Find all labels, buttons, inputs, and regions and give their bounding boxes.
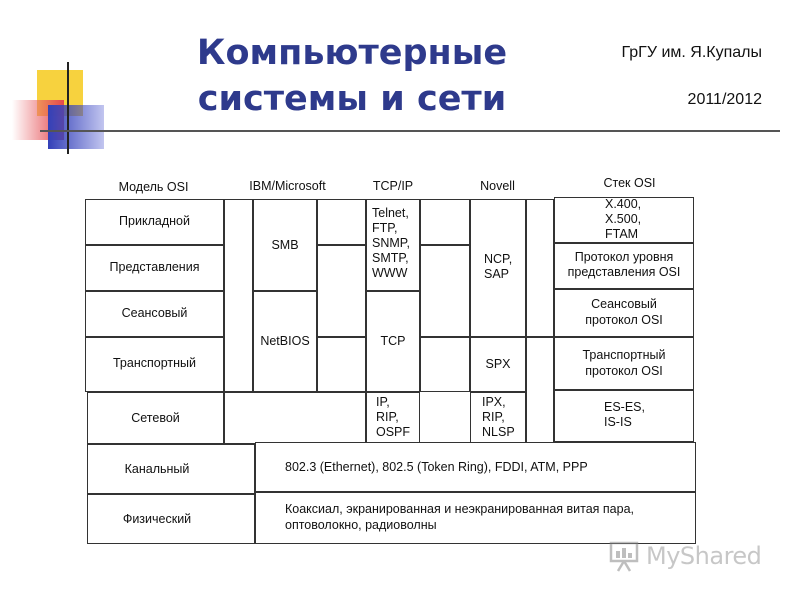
layer-transport-label: Транспортный [113, 356, 196, 370]
watermark [608, 540, 768, 576]
column-header-tcpip: TCP/IP [372, 179, 414, 193]
osistack-app-line-3: FTAM [605, 227, 639, 241]
layer-physical-label: Физический [122, 512, 192, 526]
osistack-transport-line-1: Транспортный [582, 348, 666, 362]
presentation-board-icon [608, 540, 642, 574]
osistack-session-line-2: протокол OSI [585, 313, 663, 327]
osistack-net-line-1: ES-ES, [604, 400, 645, 414]
layer-network-label: Сетевой [131, 411, 180, 425]
novell-spx-label: SPX [485, 357, 511, 371]
ibm-gap-middle-cell [317, 245, 366, 337]
tcpip-app-line-2: FTP, [372, 221, 398, 235]
slide-title-line-1: Компьютерные [196, 33, 508, 73]
novell-ncp-line-2: SAP [484, 267, 510, 281]
osistack-app-line-2: X.500, [605, 212, 642, 226]
gap-tcpip-novell-lower-cell [420, 337, 470, 392]
ibm-gap-upper-cell [317, 199, 366, 245]
physical-media-line-2: оптоволокно, радиоволны [285, 518, 437, 532]
layer-application-label: Прикладной [119, 214, 190, 228]
layer-presentation-label: Представления [109, 260, 200, 274]
osistack-session-line-1: Сеансовый [591, 297, 657, 311]
layer-datalink-label: Канальный [124, 462, 190, 476]
tcpip-app-line-5: WWW [372, 266, 408, 280]
layer-session-label: Сеансовый [121, 306, 188, 320]
gap-novell-osi-upper-cell [526, 199, 554, 337]
datalink-protocols-label: 802.3 (Ethernet), 802.5 (Token Ring), FDDI, ATM, PPP [285, 460, 588, 474]
ibm-smb-label: SMB [271, 238, 299, 252]
ibm-network-empty-cell [224, 392, 366, 444]
watermark-text: MyShared [646, 542, 762, 570]
gap-novell-osi-lower-cell [526, 337, 554, 444]
slide-title-line-2: системы и сети [197, 79, 507, 119]
tcpip-tcp-label: TCP [380, 334, 406, 348]
gap-tcpip-novell-middle-cell [420, 245, 470, 337]
osistack-presentation-line-2: представления OSI [567, 265, 681, 279]
osistack-net-line-2: IS-IS [604, 415, 632, 429]
physical-media-line-1: Коаксиал, экранированная и неэкранированная витая пара, [285, 502, 635, 516]
tcpip-app-line-4: SMTP, [372, 251, 409, 265]
osistack-app-line-1: X.400, [605, 197, 642, 211]
ibm-gap-lower-cell [317, 337, 366, 392]
tcpip-app-line-1: Telnet, [372, 206, 409, 220]
gap-tcpip-novell-upper-cell [420, 199, 470, 245]
novell-ncp-line-1: NCP, [484, 252, 513, 266]
novell-net-line-2: RIP, [482, 410, 505, 424]
column-header-novell: Novell [480, 179, 515, 193]
organization-label: ГрГУ им. Я.Купалы [621, 44, 762, 61]
tcpip-net-line-2: RIP, [376, 410, 399, 424]
ibm-netbios-label: NetBIOS [260, 334, 310, 348]
tcpip-app-line-3: SNMP, [372, 236, 410, 250]
novell-net-line-1: IPX, [482, 395, 506, 409]
column-header-osi: Модель OSI [118, 180, 189, 194]
osistack-transport-line-2: протокол OSI [585, 364, 663, 378]
tcpip-net-line-3: OSPF [376, 425, 411, 439]
ibm-spacer-cell [224, 199, 253, 392]
column-header-ibm: IBM/Microsoft [249, 179, 326, 193]
tcpip-net-line-1: IP, [376, 395, 390, 409]
column-header-osistack: Стек OSI [603, 176, 656, 190]
academic-year-label: 2011/2012 [687, 91, 762, 108]
novell-net-line-3: NLSP [482, 425, 515, 439]
osistack-presentation-line-1: Протокол уровня [574, 250, 674, 264]
